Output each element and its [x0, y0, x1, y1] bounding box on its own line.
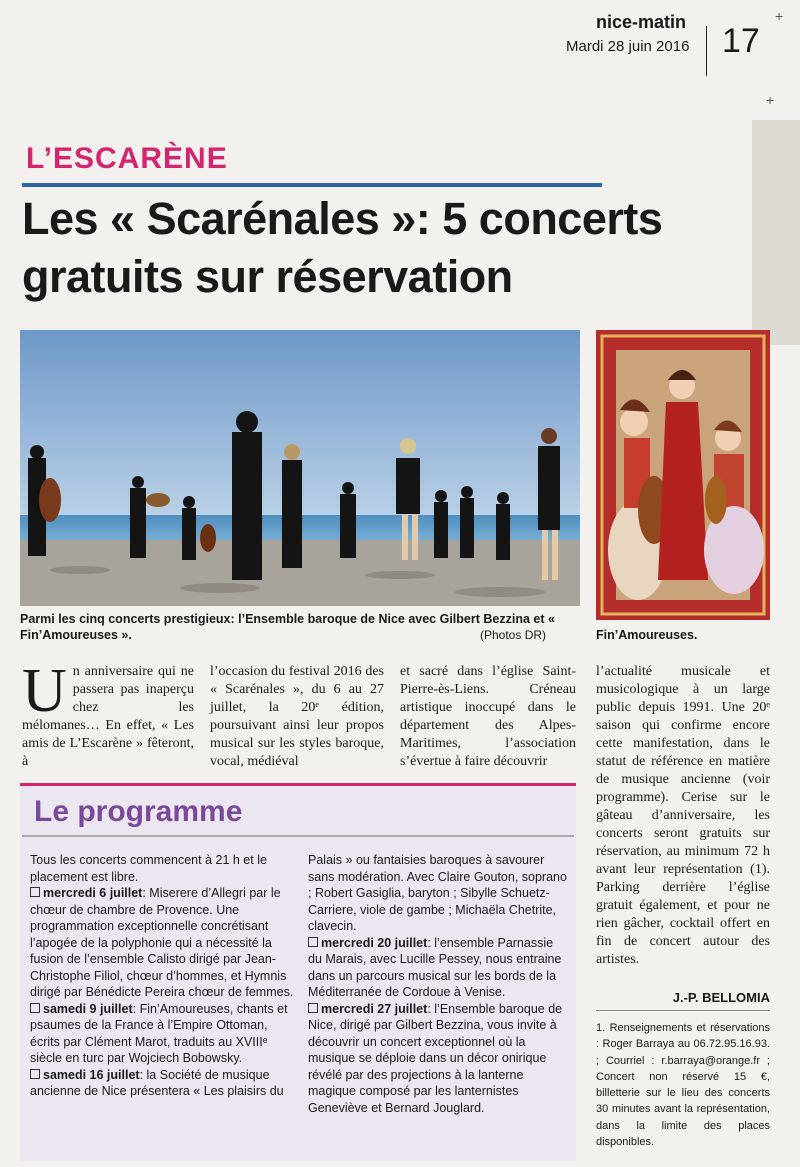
programme-date: mercredi 6 juillet [43, 886, 143, 900]
programme-date: samedi 9 juillet [43, 1001, 133, 1016]
programme-text: : Miserere d’Allegri par le chœur de chambre de Provence. Une programmation exceptionnelle concrétisant l’apogée de la polyphonie qui a nécessité la fusion de l’ensemble Calisto dirigé par Jean-Christophe Filiol, chœur d’hommes, et Hymnis dirigé par Bénédicte Pereira chœur de femmes. [30, 886, 294, 999]
bullet-icon [30, 887, 40, 897]
drop-cap: U [22, 657, 67, 725]
publication-name: nice-matin [596, 12, 687, 32]
article-text-1: n anniversaire qui ne passera pas inaperçu chez les mélomanes… En effet, « Les amis de L’Escarène » fêteront, à [22, 664, 194, 769]
article-column-1 [22, 657, 194, 771]
programme-date: mercredi 20 juillet [321, 935, 428, 950]
bullet-icon [30, 1003, 40, 1013]
programme-item [308, 935, 570, 1001]
photo-caption: Parmi les cinq concerts prestigieux: l’Ensemble baroque de Nice avec Gilbert Bezzina et « Fin’Amoureuses ». [20, 612, 555, 642]
programme-text: : l’Ensemble baroque de Nice, dirigé par Gilbert Bezzina, vous invite à découvrir un concert exceptionnel où la musique se déploie dans un décor onirique révélé par des projections à la lanterne magique composé par les lanternistes Geneviève et Bernard Jouglard. [308, 1001, 563, 1115]
article-column-3: et sacré dans l’église Saint-Pierre-ès-Liens. Créneau artistique inoccupé dans le département des Alpes-Maritimes, l’association s’évertue à faire découvrir [400, 664, 576, 769]
programme-intro: Tous les concerts commencent à 21 h et le placement est libre. [30, 853, 267, 884]
masthead-divider [706, 26, 707, 76]
footnote: 1. Renseignements et réservations : Roger Barraya au 06.72.95.16.93. ; Courriel : r.barraya@orange.fr ; Concert non réservé 15 €, billetterie sur le lieu des concerts 30 minutes avant la représentation, dans la limite des places disponibles. [596, 1022, 770, 1149]
publication-date: Mardi 28 juin 2016 [566, 38, 690, 55]
section-rule [22, 183, 602, 187]
programme-continuation: Palais » ou fantaisies baroques à savourer sans modération. Avec Claire Gouton, soprano ; Robert Gasiglia, baryton ; Sibylle Schuetz-Carriere, viole de gambe ; Michaëla Chetrite, clavecin. [308, 853, 567, 933]
programme-text: : Fin’Amoureuses, chants et psaumes de la France à l’Empire Ottoman, écrits par Clément Marot, traduits au XVIIIᵉ siècle en turc par Wojciech Bobowsky. [30, 1001, 288, 1065]
article-column-4: l’actualité musicale et musicologique à un large public depuis 1991. Une 20ᵉ saison qui confirme encore cette manifestation, dans le statut de référence en matière de musique ancienne (voir programme). Cerise sur le gâteau d’anniversaire, les concerts seront gratuits sur réservation, au minimum 72 h avant leur représentation (1). Parking derrière l’église gratuit également, et pour ne rien gâcher, cocktail offert en fin de concert autour des artistes. [596, 664, 770, 967]
programme-date: samedi 16 juillet [43, 1067, 140, 1082]
programme-item [30, 885, 300, 1001]
programme-text: : l’ensemble Parnassie du Marais, avec Lucille Pessey, nous entraine dans un parcours musical sur les bords de la Méditerranée de Cordoue à Venise. [308, 935, 562, 999]
programme-column-1 [30, 852, 300, 1100]
bullet-icon [308, 1003, 318, 1013]
illustration-caption: Fin’Amoureuses. [596, 628, 698, 642]
article-column-2: l’occasion du festival 2016 des « Scarénales », du 6 au 27 juillet, la 20ᵉ édition, poursuivant ainsi leur propos musical sur les styles baroque, vocal, médiéval [210, 664, 384, 769]
finamoureuses-illustration [596, 330, 770, 620]
crop-mark: + [766, 92, 775, 108]
page-number: 17 [722, 22, 760, 60]
ensemble-photo [20, 330, 580, 606]
bullet-icon [30, 1069, 40, 1079]
footnote-divider [596, 1010, 770, 1011]
headline [22, 190, 762, 306]
headline-line-1: Les « Scarénales »: 5 concerts [22, 193, 663, 244]
programme-title: Le programme [34, 795, 243, 828]
programme-item [30, 1001, 300, 1067]
section-label: L’ESCARÈNE [26, 142, 228, 175]
author-signature: J.-P. BELLOMIA [672, 990, 770, 1005]
crop-mark: + [775, 8, 784, 24]
headline-line-2: gratuits sur réservation [22, 251, 513, 302]
programme-text: : la Société de musique ancienne de Nice présentera « Les plaisirs du [30, 1067, 284, 1098]
photo-credit: (Photos DR) [480, 628, 547, 642]
programme-item [30, 1067, 300, 1100]
programme-column-2 [308, 852, 570, 1116]
bullet-icon [308, 937, 318, 947]
programme-divider [22, 835, 574, 837]
programme-date: mercredi 27 juillet [321, 1001, 428, 1016]
programme-item [308, 1001, 570, 1117]
